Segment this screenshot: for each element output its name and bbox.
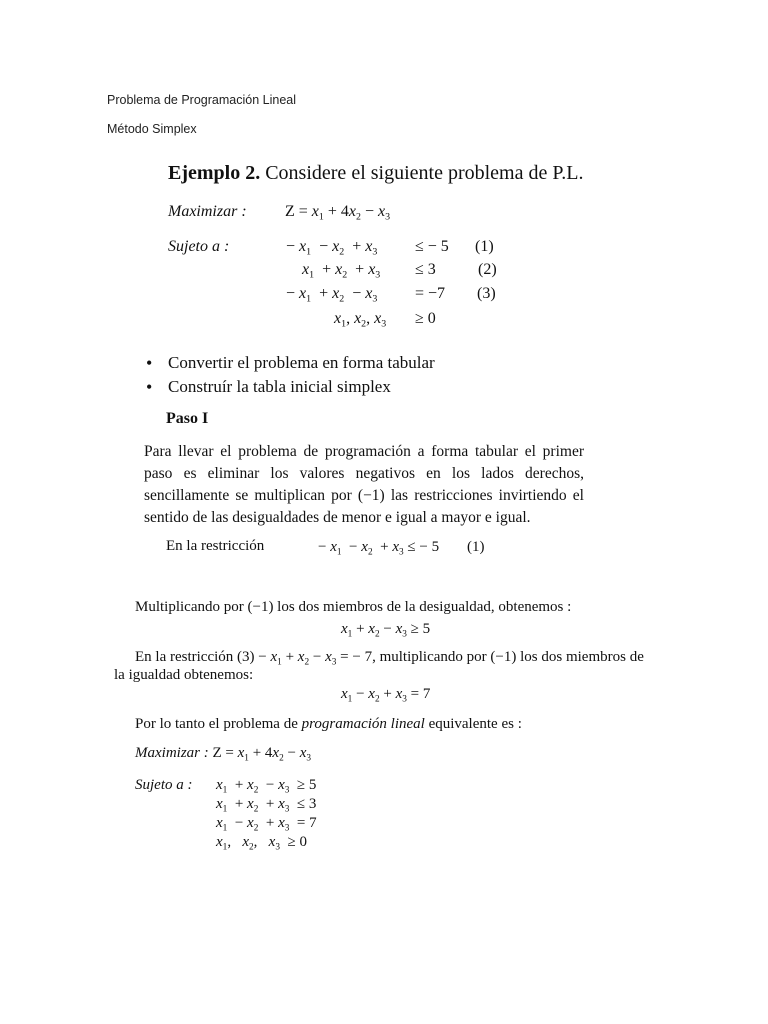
objective-function: $Z = x_1 + 4x_2 - x_3$: [285, 203, 391, 223]
example-heading: [168, 162, 583, 185]
restriction-label: En la restricción: [166, 538, 265, 554]
step-paragraph: Para llevar el problema de programación a forma tabular el primer paso es eliminar los valores negativos en los lados derechos, sencillamente se multiplican por (−1) las restricciones invirtiendo el sentido de las desigualdades de menor e igual a mayor e igual.: [144, 443, 584, 526]
transformed-constraint-1: $x_1 + x_2 - x_3 \ge 5$: [341, 621, 431, 640]
nonnegativity-rhs: ≥ 0: [415, 310, 436, 327]
task-item: • Construír la tabla inicial simplex: [144, 375, 435, 399]
step-title: Paso I: [166, 410, 209, 427]
restriction-1-number: (1): [467, 539, 485, 555]
equivalent-subject-label: Sujeto a :: [135, 777, 193, 793]
equivalent-text: Por lo tanto el problema de programación lineal equivalente es :: [135, 716, 522, 732]
equivalent-constraint-2: $x_1 + x_2 + x_3 \le 3$: [216, 796, 317, 815]
document-subtitle: Método Simplex: [107, 122, 197, 136]
restriction-3-text-line2: la igualdad obtenemos:: [114, 667, 254, 683]
equivalent-nonnegativity: $x_1$, $x_2$, $x_3 \ge 0$: [216, 834, 307, 853]
task-list: [144, 351, 435, 399]
maximize-label: Maximizar :: [168, 203, 247, 220]
equivalent-objective: Maximizar : $Z = x_1 + 4x_2 - x_3$: [135, 745, 312, 764]
constraint-3-rhs: = −7: [415, 285, 446, 302]
constraint-1-number: (1): [475, 238, 494, 255]
example-heading-text: Considere el siguiente problema de P.L.: [260, 162, 584, 184]
transformed-constraint-3: $x_1 - x_2 + x_3 = 7$: [341, 686, 431, 705]
subject-to-label: Sujeto a :: [168, 238, 230, 255]
constraint-2-rhs: ≤ 3: [415, 261, 436, 278]
equivalent-constraint-1: $x_1 + x_2 - x_3 \ge 5$: [216, 777, 317, 796]
restriction-1-equation: − $x_1 - x_2 + x_3$ ≤ − 5: [318, 539, 440, 558]
task-item: • Convertir el problema en forma tabular: [144, 351, 435, 375]
document-title: Problema de Programación Lineal: [107, 93, 296, 107]
restriction-3-text: En la restricción $(3) - x_1 + x_2 - x_3$ = − 7, multiplicando por (−1) los dos miembros de: [135, 649, 644, 668]
constraint-3-number: (3): [477, 285, 496, 302]
constraint-2-number: (2): [478, 261, 497, 278]
constraint-3-lhs: − $x_1 + x_2 - x_3$: [286, 285, 378, 305]
example-heading-bold: Ejemplo 2.: [168, 162, 261, 184]
constraint-2-lhs: $x_1 + x_2 + x_3$: [302, 261, 381, 281]
equivalent-constraint-3: $x_1 - x_2 + x_3 = 7$: [216, 815, 317, 834]
constraint-1-lhs: − $x_1 - x_2 + x_3$: [286, 238, 378, 258]
multiply-text: Multiplicando por (−1) los dos miembros de la desigualdad, obtenemos :: [135, 599, 572, 615]
nonnegativity-lhs: $x_1$, $x_2$, $x_3$: [334, 310, 387, 330]
constraint-1-rhs: ≤ − 5: [415, 238, 449, 255]
